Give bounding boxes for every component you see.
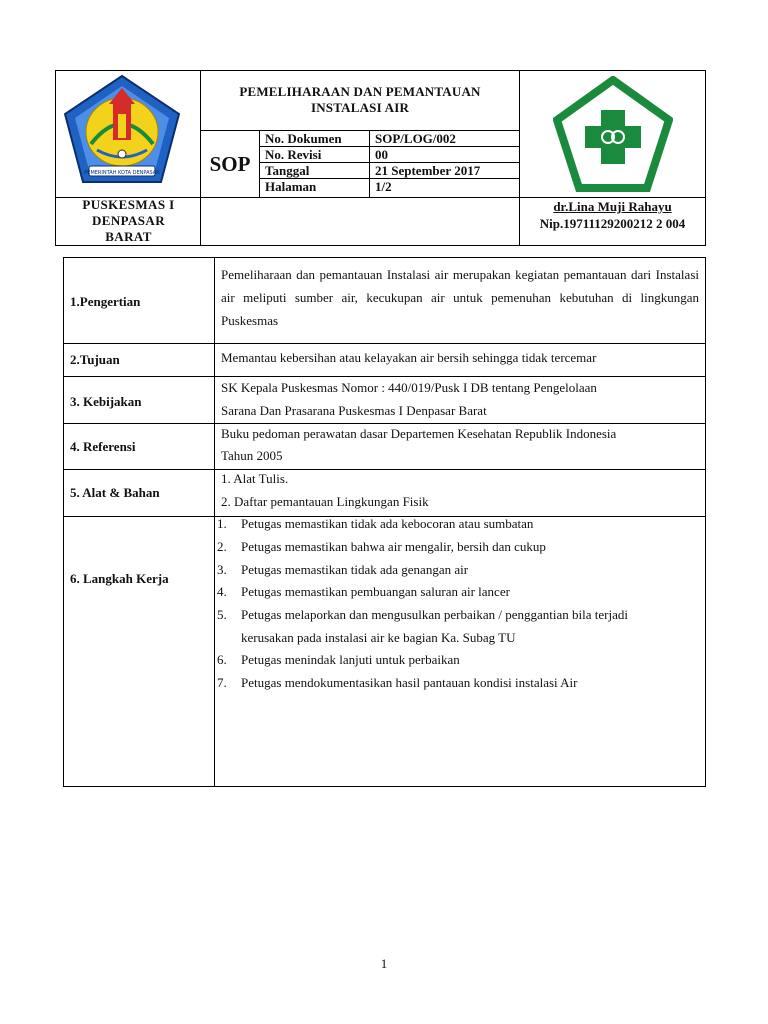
step-text: Petugas memastikan tidak ada genangan air <box>241 562 469 577</box>
section-label-tujuan: 2.Tujuan <box>70 352 120 367</box>
section-text-tujuan: Memantau kebersihan atau kelayakan air bersih sehingga tidak tercemar <box>221 350 597 365</box>
section-text-pengertian: Pemeliharaan dan pemantauan Instalasi air merupakan kegiatan pemantauan dari Instalasi air meliputi sumber air, kecukupan air untuk pemenuhan kebutuhan di lingkungan Puskesmas <box>221 267 699 328</box>
step-text: kerusakan pada instalasi air ke bagian Ka. Subag TU <box>241 630 516 645</box>
meta-value: 00 <box>375 147 388 162</box>
list-item: 1. Alat Tulis. <box>221 471 289 486</box>
section-label-referensi: 4. Referensi <box>70 439 136 454</box>
section-label-alat: 5. Alat & Bahan <box>70 485 160 500</box>
step-text: Petugas memastikan bahwa air mengalir, bersih dan cukup <box>241 539 546 554</box>
step-text: Petugas memastikan pembuangan saluran air lancer <box>241 584 510 599</box>
step-item <box>217 672 702 694</box>
list-item: 2. Daftar pemantauan Lingkungan Fisik <box>221 494 429 509</box>
step-number: 7. <box>217 675 227 690</box>
signer-nip: Nip.19711129200212 2 004 <box>539 216 686 231</box>
section-label-langkah: 6. Langkah Kerja <box>70 571 169 586</box>
title-line: PEMELIHARAAN DAN PEMANTAUAN <box>239 84 481 99</box>
meta-value: SOP/LOG/002 <box>375 131 456 146</box>
step-number: 1. <box>217 516 227 531</box>
section-text-kebijakan <box>221 376 699 422</box>
step-number: 2. <box>217 539 227 554</box>
table-divider <box>63 343 706 344</box>
section-label-pengertian: 1.Pengertian <box>70 294 141 309</box>
sop-label: SOP <box>209 152 251 176</box>
section-text-referensi <box>221 423 699 467</box>
header-divider <box>259 130 260 197</box>
org-line: PUSKESMAS I <box>82 197 175 212</box>
step-text: Petugas memastikan tidak ada kebocoran atau sumbatan <box>241 516 534 531</box>
step-text: Petugas menindak lanjuti untuk perbaikan <box>241 652 460 667</box>
meta-label: Tanggal <box>265 163 310 178</box>
org-line: BARAT <box>105 229 152 244</box>
step-item <box>217 649 702 671</box>
section-label-kebijakan: 3. Kebijakan <box>70 394 142 409</box>
meta-label: No. Revisi <box>265 147 322 162</box>
step-item <box>217 536 702 558</box>
step-number: 4. <box>217 584 227 599</box>
step-number: 5. <box>217 607 227 622</box>
step-item <box>217 559 702 581</box>
signer-block <box>520 198 705 232</box>
text-line: Tahun 2005 <box>221 448 283 463</box>
logo-text: PEMERINTAH KOTA DENPASAR <box>84 170 160 176</box>
meta-label: Halaman <box>265 179 317 194</box>
meta-value: 1/2 <box>375 179 392 194</box>
section-text-alat <box>221 467 699 513</box>
step-item <box>217 581 702 603</box>
title-line: INSTALASI AIR <box>310 100 410 115</box>
step-item <box>217 604 702 626</box>
text-line: Buku pedoman perawatan dasar Departemen Kesehatan Republik Indonesia <box>221 426 617 441</box>
signer-name: dr.Lina Muji Rahayu <box>553 199 672 214</box>
organization-name <box>57 197 200 245</box>
org-line: DENPASAR <box>91 213 166 228</box>
step-item <box>217 513 702 535</box>
step-number: 3. <box>217 562 227 577</box>
header-divider <box>200 130 519 131</box>
meta-value: 21 September 2017 <box>375 163 481 178</box>
city-emblem-logo <box>61 74 183 192</box>
table-divider <box>214 257 215 787</box>
step-item <box>217 627 702 649</box>
text-line: Sarana Dan Prasarana Puskesmas I Denpasar Barat <box>221 403 487 418</box>
step-number: 6. <box>217 652 227 667</box>
page-number: 1 <box>380 956 388 971</box>
step-text: Petugas mendokumentasikan hasil pantauan kondisi instalasi Air <box>241 675 578 690</box>
text-line: SK Kepala Puskesmas Nomor : 440/019/Pusk I DB tentang Pengelolaan <box>221 380 597 395</box>
meta-label: No. Dokumen <box>265 131 342 146</box>
header-divider <box>369 130 370 197</box>
step-text: Petugas melaporkan dan mengusulkan perbaikan / penggantian bila terjadi <box>241 607 628 622</box>
document-title <box>201 84 519 116</box>
puskesmas-logo <box>553 76 673 192</box>
